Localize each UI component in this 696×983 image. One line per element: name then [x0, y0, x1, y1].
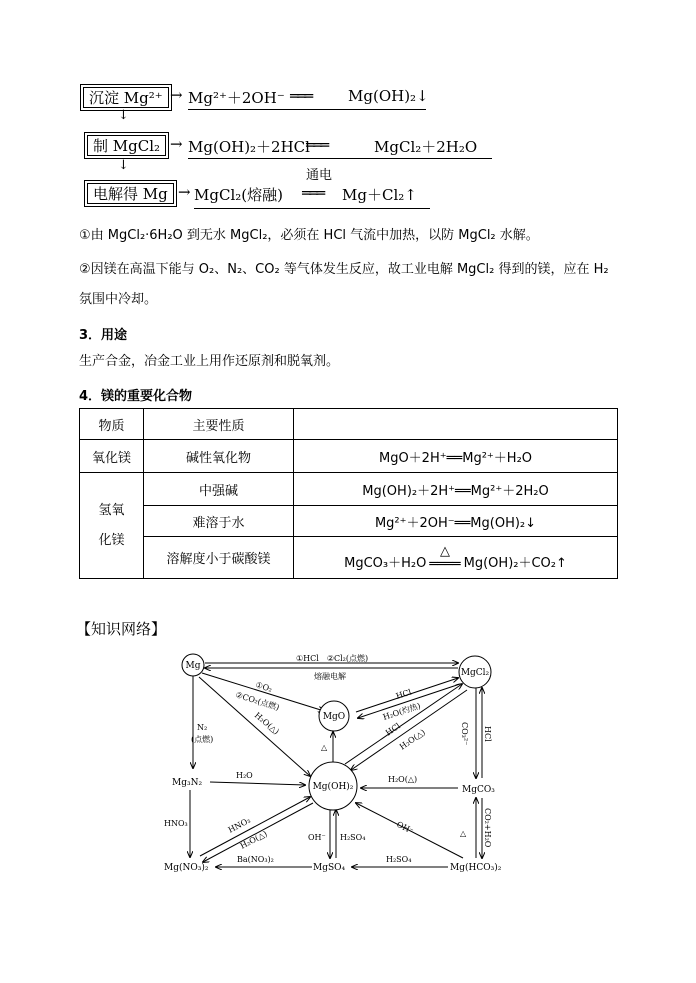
arrow-mgno3-to-mgoh2 — [200, 797, 310, 856]
substance-line-1: 氢氧 — [98, 502, 125, 518]
double-equal-icon: ══ — [455, 483, 471, 499]
double-equal-icon: ══ — [446, 450, 463, 466]
section-3-text: 生产合金，冶金工业上用作还原剂和脱氧剂。 — [79, 354, 340, 369]
label-mg-n2: N₂ — [197, 723, 208, 732]
eq-right: Mg²⁺＋2H₂O — [470, 483, 549, 499]
node-mgno3: Mg(NO₃)₂ — [164, 863, 209, 873]
eq-left: Mg²⁺＋2OH⁻ — [374, 515, 455, 531]
label-mg-mgoh2: H₂O(△) — [252, 710, 281, 737]
label-mgoh2-mgo: △ — [321, 743, 328, 752]
arrow-icon: → — [170, 86, 183, 104]
label-mgno3-mgoh2-2: H₂O(△) — [238, 829, 269, 851]
substance-line-2: 化镁 — [98, 532, 125, 548]
label-mgoh2-mgso4-1: OH⁻ — [308, 833, 326, 842]
double-equal-icon: ═══ — [306, 136, 328, 154]
label-mgoh2-mgso4-2: H₂SO₄ — [340, 833, 366, 842]
node-mgso4: MgSO₄ — [313, 863, 346, 873]
label-mg3n2-mgoh2: H₂O — [236, 771, 253, 780]
step3-eq-right: Mg＋Cl₂↑ — [342, 186, 417, 204]
node-mg: Mg — [185, 661, 201, 671]
node-mg3n2: Mg₃N₂ — [172, 778, 203, 788]
header-property: 主要性质 — [144, 409, 294, 440]
double-equal-icon: ════ — [429, 556, 461, 572]
node-mgoh2: Mg(OH)₂ — [312, 782, 354, 792]
label-mg-mgo-1: ①O₂ — [254, 680, 274, 694]
property-cell: 难溶于水 — [144, 506, 294, 537]
eq-left: Mg(OH)₂＋2H⁺ — [362, 483, 456, 499]
note-1: ①由 MgCl₂·6H₂O 到无水 MgCl₂，必须在 HCl 气流中加热，以防 MgCl₂ 水解。 — [79, 228, 539, 243]
step2-eq-right: MgCl₂＋2H₂O — [374, 138, 478, 156]
eq-right: Mg²⁺＋H₂O — [462, 450, 533, 466]
label-mgso4-mgno3: Ba(NO₃)₂ — [237, 855, 274, 864]
substance-cell: 氧化镁 — [80, 440, 144, 473]
double-equal-icon: ═══ — [290, 87, 312, 105]
section-4-title: 4．镁的重要化合物 — [79, 389, 193, 404]
label-mg-mgcl2-top: ①HCl ②Cl₂(点燃) — [296, 654, 369, 663]
heat-icon: △ — [439, 543, 450, 559]
step2-eq-left: Mg(OH)₂＋2HCl — [188, 138, 310, 156]
label-mgcl2-mgco3-left: CO₃²⁻ — [460, 722, 469, 746]
label-mghco3-mgco3-2: CO₂+H₂O — [483, 808, 492, 848]
step3-eq-left: MgCl₂(熔融) — [194, 186, 283, 204]
step1-eq-left: Mg²⁺＋2OH⁻ — [188, 89, 285, 107]
note-2-line-1: ②因镁在高温下能与 O₂、N₂、CO₂ 等气体发生反应，故工业电解 MgCl₂ 得到的镁，应在 H₂ — [79, 262, 609, 277]
precipitate-box: 沉淀 Mg²⁺ — [80, 84, 172, 111]
arrow-icon: → — [170, 135, 183, 153]
node-mghco3: Mg(HCO₃)₂ — [450, 863, 502, 873]
label-mgo-mgcl2-1: HCl — [394, 687, 413, 701]
double-equal-icon: ══ — [454, 515, 471, 531]
note-2-line-2: 氛围中冷却。 — [79, 292, 158, 307]
label-mgcl2-mgco3-right: HCl — [483, 726, 492, 742]
electrolysis-box: 电解得 Mg — [84, 180, 177, 207]
label-mghco3-mgso4: H₂SO₄ — [386, 855, 412, 864]
label-mghco3-mgco3-1: △ — [460, 829, 467, 838]
node-mgo: MgO — [322, 712, 346, 722]
header-substance: 物质 — [80, 409, 144, 440]
node-mgcl2: MgCl₂ — [460, 668, 490, 678]
label-mghco3-mgoh2: OH⁻ — [395, 819, 416, 836]
label-mg-mgo-2: ②CO₂(点燃) — [234, 690, 281, 713]
arrow-mgcl2-to-mgoh2 — [351, 690, 467, 770]
label-mg-n2-cond: (点燃) — [191, 735, 214, 744]
label-mgoh2-mgcl2-2: H₂O(△) — [397, 727, 428, 752]
eq-left: MgCO₃＋H₂O — [344, 555, 427, 571]
label-mgno3-mgoh2-1: HNO₃ — [226, 815, 252, 835]
node-mgco3: MgCO₃ — [462, 785, 495, 795]
arrow-mg-to-mgoh2 — [199, 677, 310, 776]
eq-right: Mg(OH)₂↓ — [470, 515, 537, 531]
label-mgo-mgcl2-2: H₂O(灼热) — [381, 701, 422, 722]
arrow-icon: → — [178, 183, 191, 201]
down-arrow-icon: ↓ — [118, 158, 129, 173]
label-mg-mgcl2-bottom: 熔融电解 — [314, 672, 346, 681]
label-mgoh2-mgcl2-1: HCl — [383, 721, 402, 738]
eq-right: Mg(OH)₂＋CO₂↑ — [463, 555, 567, 571]
eq-left: MgO＋2H⁺ — [378, 450, 447, 466]
label-mg3n2-mgno3: HNO₃ — [164, 819, 188, 828]
network-title: 【知识网络】 — [76, 620, 167, 638]
make-mgcl2-box: 制 MgCl₂ — [84, 132, 169, 159]
condition-text: 通电 — [306, 168, 333, 183]
double-equal-icon: ═══ — [302, 184, 324, 202]
down-arrow-icon: ↓ — [118, 108, 129, 123]
property-cell: 碱性氧化物 — [144, 440, 294, 473]
step1-eq-right: Mg(OH)₂↓ — [348, 87, 429, 105]
arrow-mg3n2-to-mgoh2 — [210, 782, 305, 785]
property-cell: 溶解度小于碳酸镁 — [144, 537, 294, 579]
label-mgco3-mgoh2: H₂O(△) — [388, 775, 418, 784]
property-cell: 中强碱 — [144, 473, 294, 506]
section-3-title: 3．用途 — [79, 328, 128, 343]
